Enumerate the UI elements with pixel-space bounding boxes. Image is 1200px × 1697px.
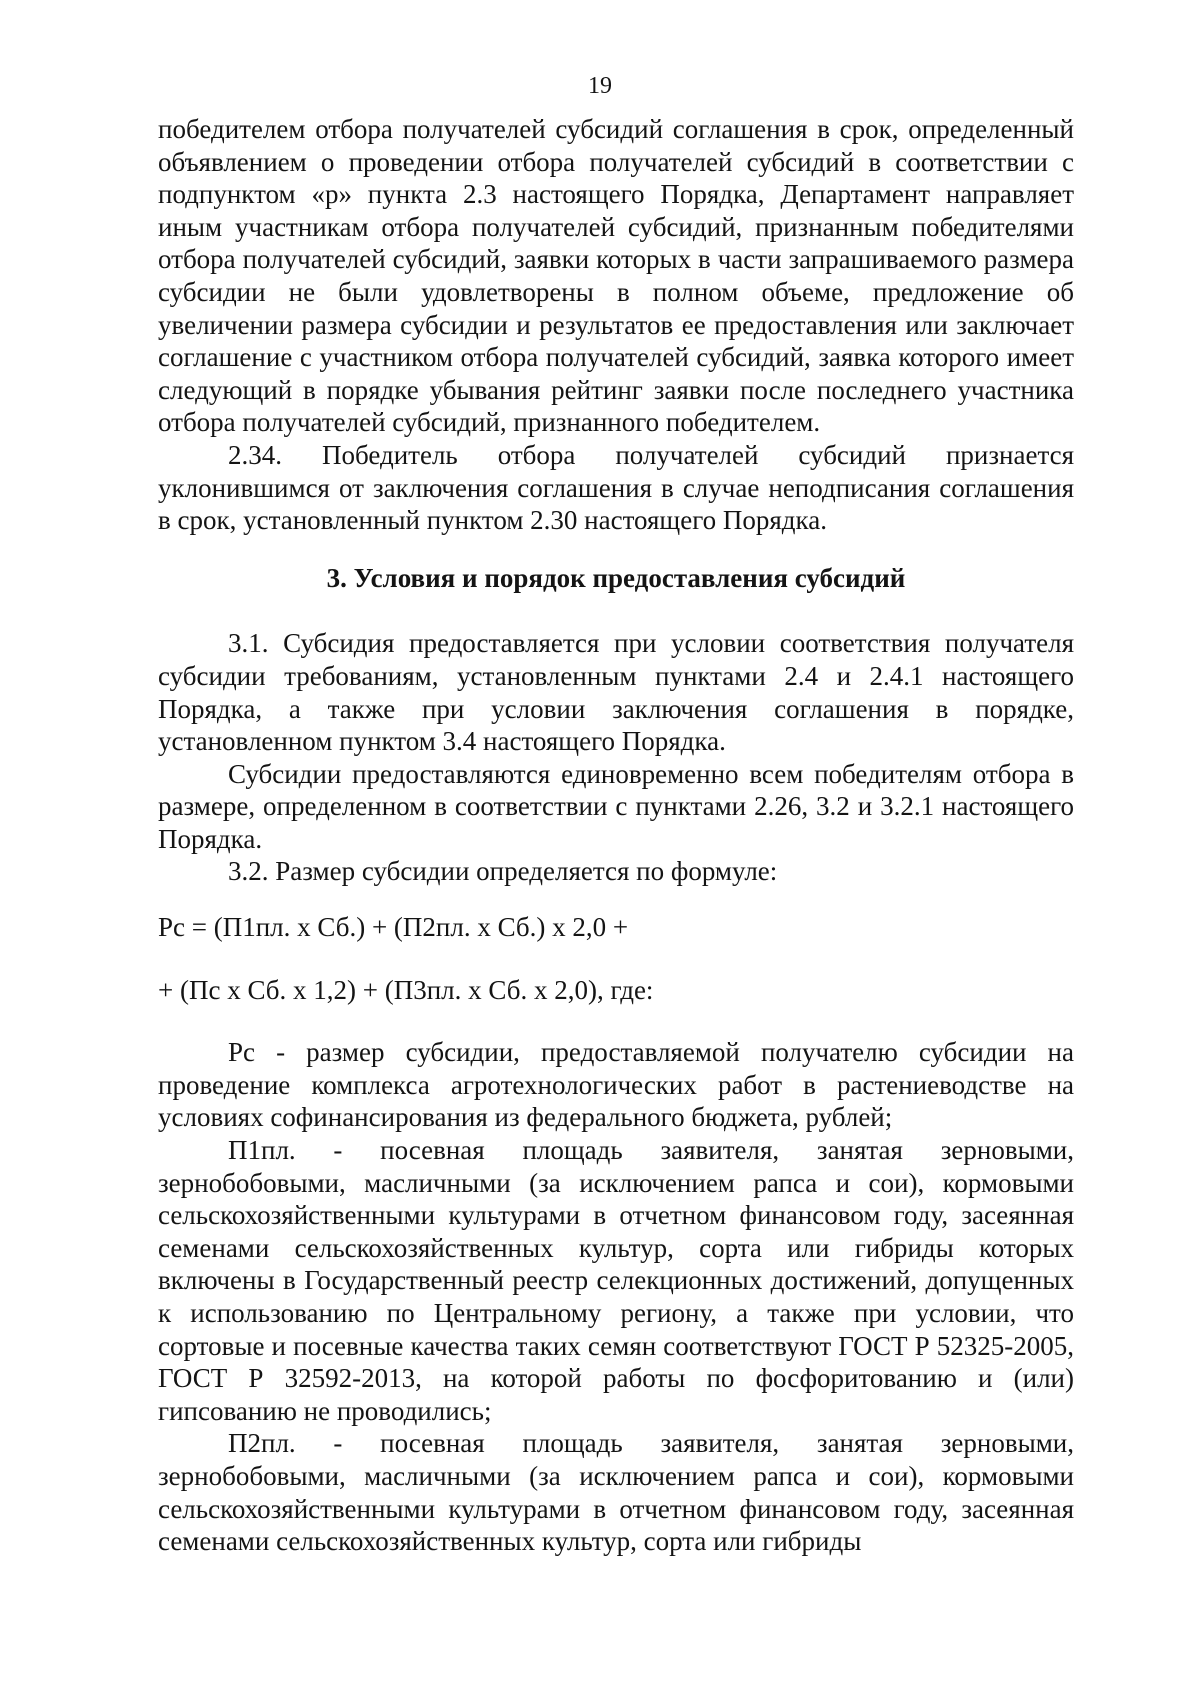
paragraph-2-34: 2.34. Победитель отбора получателей субсидий признается уклонившимся от заключения соглашения в случае неподписания соглашения в срок, установленный пунктом 2.30 настоящего Порядка. [158,439,1074,536]
paragraph-subsidy-payment: Субсидии предоставляются единовременно всем победителям отбора в размере, определенном в соответствии с пунктами 2.26, 3.2 и 3.2.1 настоящего Порядка. [158,758,1074,854]
paragraph: победителем отбора получателей субсидий соглашения в срок, определенный объявлением о проведении отбора получателей субсидий в соответствии с подпунктом «р» пункта 2.3 настоящего Порядка, Департамент направляет иным участникам отбора получателей субсидий, признанным победителями отбора получателей субсидий, заявки которых в части запрашиваемого размера субсидии не были удовлетворены в полном объеме, предложение об увеличении размера субсидии и результатов ее предоставления или заключает соглашение с участником отбора получателей субсидий, заявка которого имеет следующий в порядке убывания рейтинг заявки после последнего участника отбора получателей субсидий, признанного победителем. [158,114,1074,438]
definition-p1pl: П1пл. - посевная площадь заявителя, занятая зерновыми, зернобобовыми, масличными (за исключением рапса и сои), кормовыми сельскохозяйственными культурами в отчетном финансовом году, засеянная семенами сельскохозяйственных культур, сорта или гибриды которых включены в Государственный реестр селекционных достижений, допущенных к использованию по Центральному региону, а также при условии, что сортовые и посевные качества таких семян соответствуют ГОСТ Р 52325-2005, ГОСТ Р 32592-2013, на которой работы по фосфоритованию и (или) гипсованию не проводились; [158,1135,1074,1426]
paragraphs-before [158,113,1074,537]
paragraphs-after [158,1036,1074,1558]
document-body [158,113,1074,1558]
section-heading: 3. Условия и порядок предоставления субсидий [326,562,906,593]
paragraphs-section [158,627,1074,888]
formula-line-2: + (Пс х Сб. х 1,2) + (П3пл. х Сб. х 2,0), где: [158,974,654,1005]
paragraph-3-1: 3.1. Субсидия предоставляется при условии соответствия получателя субсидии требованиям, установленным пунктами 2.4 и 2.4.1 настоящего Порядка, а также при условии заключения соглашения в порядке, установленном пунктом 3.4 настоящего Порядка. [158,628,1074,757]
formula [158,911,1074,1006]
page-number: 19 [588,73,612,99]
paragraph-3-2: 3.2. Размер субсидии определяется по формуле: [228,856,778,887]
definition-rs: Рс - размер субсидии, предоставляемой получателю субсидии на проведение комплекса агротехнологических работ в растениеводстве на условиях софинансирования из федерального бюджета, рублей; [158,1037,1074,1133]
definition-p2pl: П2пл. - посевная площадь заявителя, занятая зерновыми, зернобобовыми, масличными (за исключением рапса и сои), кормовыми сельскохозяйственными культурами в отчетном финансовом году, засеянная семенами сельскохозяйственных культур, сорта или гибриды [158,1428,1074,1557]
formula-line-1: Рс = (П1пл. х Сб.) + (П2пл. х Сб.) х 2,0 + [158,912,629,943]
